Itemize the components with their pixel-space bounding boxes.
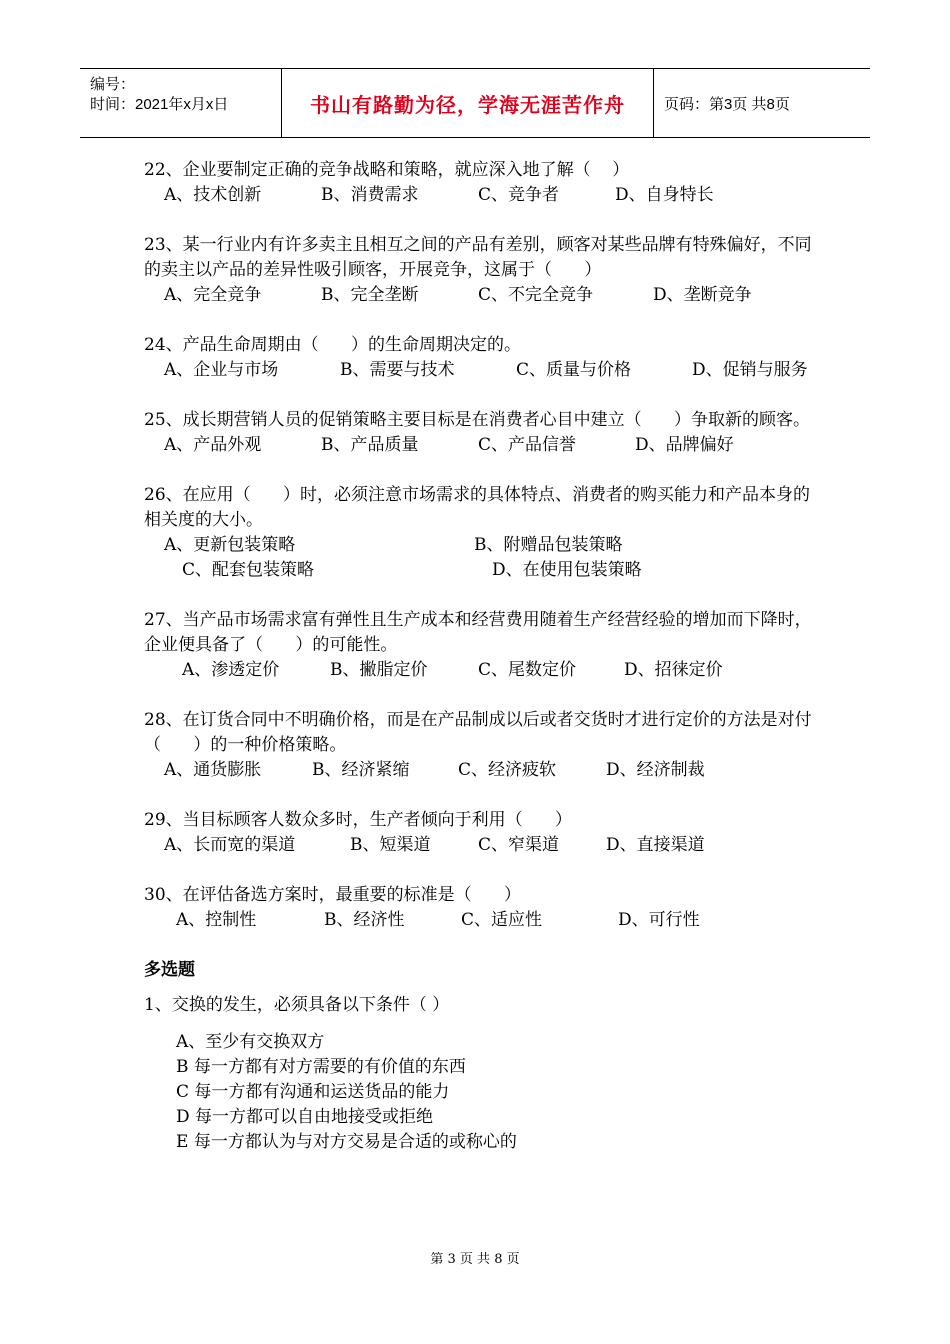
option-row	[144, 183, 814, 208]
question-item	[144, 708, 814, 783]
page-header	[80, 68, 870, 138]
answer-option: C、适应性	[461, 910, 543, 930]
question-list	[144, 158, 814, 933]
option-row	[144, 833, 814, 858]
multi-option: E 每一方都认为与对方交易是合适的或称心的	[176, 1132, 517, 1152]
answer-option: A、长而宽的渠道	[164, 835, 296, 855]
multi-option: A、至少有交换双方	[176, 1032, 325, 1052]
header-meta	[80, 69, 282, 137]
answer-option: B、消费需求	[321, 185, 419, 205]
answer-option: B、附赠品包装策略	[474, 535, 623, 555]
question-item	[144, 333, 814, 383]
question-item	[144, 483, 814, 583]
multi-option: B 每一方都有对方需要的有价值的东西	[176, 1057, 466, 1077]
answer-option: A、完全竞争	[164, 285, 262, 305]
question-stem: 23、某一行业内有许多卖主且相互之间的产品有差别，顾客对某些品牌有特殊偏好，不同的卖主以产品的差异性吸引顾客，开展竞争，这属于（ ）	[144, 235, 812, 280]
option-row	[144, 283, 814, 308]
question-stem: 22、企业要制定正确的竞争战略和策略，就应深入地了解（ ）	[144, 160, 630, 180]
number-label: 编号：	[90, 76, 136, 93]
answer-option: B、短渠道	[350, 835, 431, 855]
question-stem: 26、在应用（ ）时，必须注意市场需求的具体特点、消费者的购买能力和产品本身的相关度的大小。	[144, 485, 811, 530]
header-motto: 书山有路勤为径，学海无涯苦作舟	[282, 69, 654, 137]
answer-option: B、完全垄断	[321, 285, 419, 305]
option-row	[144, 358, 814, 383]
option-row	[144, 658, 814, 683]
answer-option: C、产品信誉	[478, 435, 577, 455]
answer-option: D、招徕定价	[624, 660, 723, 680]
answer-option: C、经济疲软	[458, 760, 557, 780]
question-stem: 30、在评估备选方案时，最重要的标准是（ ）	[144, 885, 522, 905]
date-label: 时间：2021年x月x日	[90, 96, 229, 113]
question-item	[144, 233, 814, 308]
answer-option: D、在使用包装策略	[492, 560, 642, 580]
answer-option: B、产品质量	[321, 435, 419, 455]
answer-option: D、直接渠道	[606, 835, 705, 855]
question-item	[144, 158, 814, 208]
section-title-multiple-choice: 多选题	[144, 960, 195, 980]
answer-option: B、经济紧缩	[312, 760, 410, 780]
answer-option: C、质量与价格	[516, 360, 632, 380]
option-row	[144, 908, 814, 933]
option-row	[144, 758, 814, 783]
question-stem: 27、当产品市场需求富有弹性且生产成本和经营费用随着生产经营经验的增加而下降时，企业便具备了（ ）的可能性。	[144, 610, 812, 655]
answer-option: C、窄渠道	[478, 835, 560, 855]
answer-option: A、控制性	[176, 910, 257, 930]
answer-option: A、通货膨胀	[164, 760, 262, 780]
option-row	[144, 433, 814, 458]
answer-option: C、尾数定价	[478, 660, 577, 680]
answer-option: A、更新包装策略	[164, 535, 296, 555]
question-item	[144, 883, 814, 933]
question-stem: 25、成长期营销人员的促销策略主要目标是在消费者心目中建立（ ）争取新的顾客。	[144, 410, 811, 430]
answer-option: D、经济制裁	[606, 760, 705, 780]
question-item	[144, 408, 814, 458]
question-stem: 24、产品生命周期由（ ）的生命周期决定的。	[144, 335, 522, 355]
multi-option: C 每一方都有沟通和运送货品的能力	[176, 1082, 450, 1102]
answer-option: D、促销与服务	[692, 360, 808, 380]
answer-option: B、经济性	[324, 910, 405, 930]
answer-option: C、竞争者	[478, 185, 560, 205]
answer-option: C、配套包装策略	[182, 560, 315, 580]
answer-option: D、可行性	[618, 910, 700, 930]
answer-option: C、不完全竞争	[478, 285, 594, 305]
question-item	[144, 608, 814, 683]
answer-option: A、渗透定价	[182, 660, 280, 680]
multi-option-list	[144, 1030, 814, 1155]
option-row	[144, 558, 814, 583]
answer-option: A、企业与市场	[164, 360, 279, 380]
page-footer: 第 3 页 共 8 页	[430, 1252, 520, 1267]
multi-question-stem: 1、交换的发生，必须具备以下条件（ ）	[144, 995, 450, 1015]
answer-option: D、垄断竞争	[653, 285, 752, 305]
question-stem: 29、当目标顾客人数众多时，生产者倾向于利用（ ）	[144, 810, 573, 830]
question-content	[144, 158, 814, 1155]
answer-option: B、撇脂定价	[330, 660, 428, 680]
answer-option: D、品牌偏好	[635, 435, 734, 455]
answer-option: D、自身特长	[615, 185, 714, 205]
option-row	[144, 533, 814, 558]
answer-option: A、技术创新	[164, 185, 262, 205]
question-item	[144, 808, 814, 858]
answer-option: B、需要与技术	[340, 360, 455, 380]
answer-option: A、产品外观	[164, 435, 262, 455]
multi-option: D 每一方都可以自由地接受或拒绝	[176, 1107, 434, 1127]
question-stem: 28、在订货合同中不明确价格，而是在产品制成以后或者交货时才进行定价的方法是对付（ ）的一种价格策略。	[144, 710, 812, 755]
header-page-label: 页码：第3页 共8页	[664, 95, 790, 113]
